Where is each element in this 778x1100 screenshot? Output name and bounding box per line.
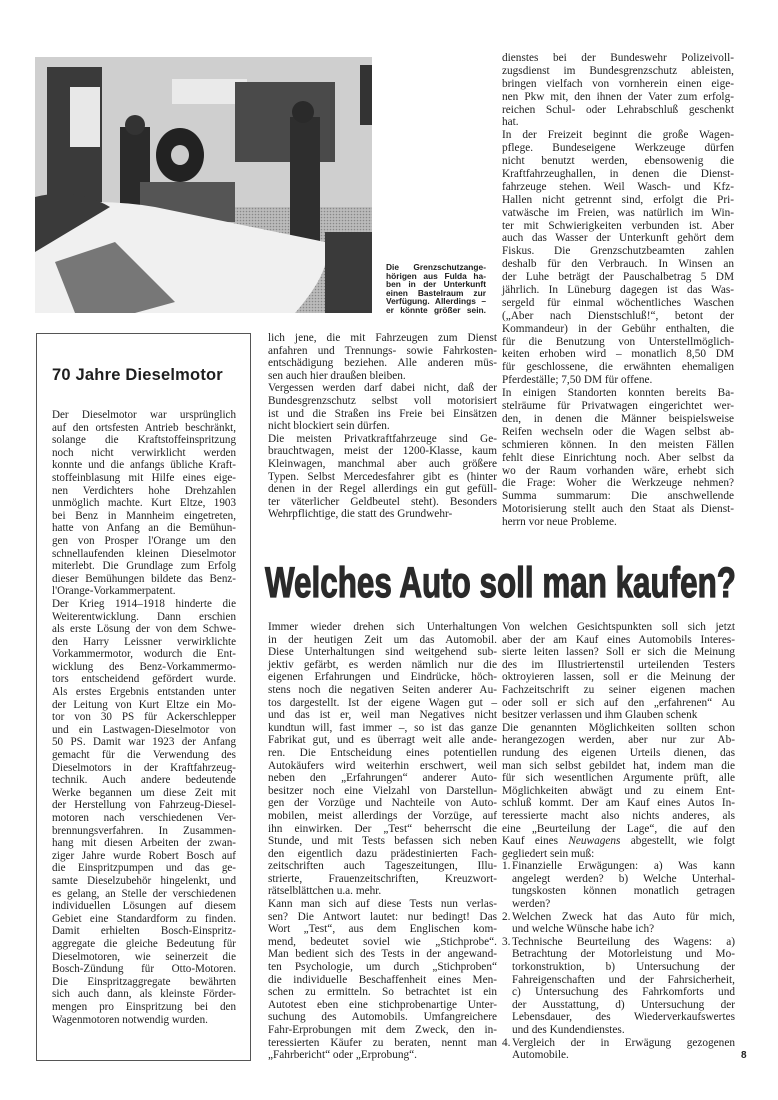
text-line: rätselblättchen u.a. mehr. xyxy=(268,885,382,898)
text-line: Automobile. xyxy=(512,1049,569,1062)
text-line: teressierten Käufer zu beraten, nennt man xyxy=(268,1036,497,1049)
article-headline: Welches Auto soll man kaufen? xyxy=(265,559,736,607)
text-line: fehlt diese Einrichtung noch. Aber selbst da xyxy=(502,451,734,464)
text-line: zugsdienst im Bundesgrenzschutz ableisten, xyxy=(502,64,734,77)
top-article-middle-column xyxy=(268,332,497,521)
text-line: in der heutigen Zeit um das Automobil. xyxy=(268,633,497,646)
text-line: nicht benutzt werden, ebensowenig die xyxy=(502,155,734,168)
text-line: Summa summarum: Die anschwellende xyxy=(502,490,734,503)
text-line: schmieren können. In den meisten Fällen xyxy=(502,438,734,451)
paragraph xyxy=(268,332,497,382)
paragraph xyxy=(268,621,497,898)
text-line: ziger Jahre wurde Robert Bosch auf xyxy=(52,849,236,862)
text-line: des im Illustriertenstil urteilenden Testers xyxy=(502,658,735,671)
text-line: individuellen Lösungen auf diesem xyxy=(52,900,236,913)
text-line: brennungsverfahren. In Zusammen- xyxy=(52,824,236,837)
text-line: Die Einspritzaggregate bewährten xyxy=(52,975,236,988)
text-line: mobilen, meist allerdings der Vorzüge, auf xyxy=(268,809,497,822)
text-line: Betrachtung der Motorleistung und Mo- xyxy=(512,948,735,961)
paragraph xyxy=(502,722,735,861)
paragraph xyxy=(52,598,236,1026)
text-line: nen Pkw mit, den ihnen der Vater zum erfolg- xyxy=(502,90,734,103)
text-line: aber der am Kauf eines Automobils Interes- xyxy=(502,633,735,646)
text-line: ihn einwirken. Der „Test“ beherrscht die xyxy=(268,822,497,835)
text-line: den Harry Leissner verwirklichte xyxy=(52,635,236,648)
text-line: fahrzeuge stehen. Weil Wasch- und Kfz- xyxy=(502,180,734,193)
text-line: herangezogen werden, aber nur zur Ab- xyxy=(502,734,735,747)
text-line: Typen. Selbst Mercedesfahrer gibt es (hinter xyxy=(268,470,497,483)
paragraph xyxy=(52,409,236,598)
text-line: gemacht für die Verwendung des xyxy=(52,749,236,762)
text-line: („Aber nach Dienstschluß!“, betont der xyxy=(502,309,734,322)
text-line: mend, bedeutet soviel wie „Stichprobe“. xyxy=(268,935,497,948)
text-line: kundtun will, fast immer –, so ist das ganze xyxy=(268,721,497,734)
list-number: 2. xyxy=(502,910,511,923)
text-line: Lebensdauer, des Wiederverkaufswertes xyxy=(512,1011,735,1024)
text-line: ter mit Schwierigkeiten verbunden ist. Aber xyxy=(502,219,734,232)
text-line: entschädigung beziehen. Alle anderen müs- xyxy=(268,357,497,370)
list-item xyxy=(502,911,735,936)
paragraph xyxy=(502,52,734,129)
text-line: und welche Wünsche habe ich? xyxy=(512,923,655,936)
text-line: wicklung des Benz-Vorkammermo- xyxy=(52,660,236,673)
text-line: Fahr-Erprobungen mit dem Zweck, den in- xyxy=(268,1024,497,1036)
text-line: die Frage: Woher die Werkzeuge nehmen? xyxy=(502,477,734,490)
text-line: pflege. Bundeseigene Werkzeuge dürfen xyxy=(502,142,734,155)
text-line: sich auch dann, als kleinste Förder- xyxy=(52,988,236,1001)
paragraph xyxy=(502,129,734,387)
text-line: Motorisierung stellt auch den Staat als Dienst- xyxy=(502,503,734,516)
caption-line: Verfügung. Allerdings – xyxy=(386,296,486,307)
text-line: Als erstes Ergebnis entstanden unter xyxy=(52,686,236,699)
text-line: und das ist er, weil man Negatives nicht xyxy=(268,709,497,722)
text-line: In einigen Standorten konnten bereits Ba- xyxy=(502,387,734,400)
text-line: angelegt werden? b) Welche Unterhal- xyxy=(512,872,735,885)
text-line: die Einspritzpumpen und das ge- xyxy=(52,862,236,875)
text-line: unmöglich machte. Kurt Eltze, 1903 xyxy=(52,497,236,510)
text-line: 50 PS. Damit war 1923 der Anfang xyxy=(52,736,236,749)
main-article-right-column xyxy=(502,621,735,1062)
text-line: schnellaufenden kleinen Dieselmotor xyxy=(52,547,236,560)
text-line: aggregate die gleiche Bedeutung für xyxy=(52,937,236,950)
text-line: Technische Beurteilung des Wagens: a) xyxy=(512,935,735,948)
top-article-right-column xyxy=(502,52,734,529)
text-line: neben den „Erfahrungen“ anderer Auto- xyxy=(268,772,497,785)
text-line: tos dargestellt. Ist der eigene Wagen gut – xyxy=(268,696,497,709)
text-line: motoren nach verschiedenen Ver- xyxy=(52,812,236,824)
text-line: sierte leiten lassen? Soll er sich die Meinung xyxy=(502,646,735,659)
text-line: bei Benz in Mannheim eingetreten, xyxy=(52,509,236,522)
text-line: Kleinwagen, manchmal aber auch größere xyxy=(268,457,497,470)
text-line: der Luhe beträgt der Pauschalbetrag 5 DM xyxy=(502,271,734,284)
sidebar-box-title: 70 Jahre Dieselmotor xyxy=(52,366,223,384)
text-line: Gebiet eine Standardform zu finden. xyxy=(52,912,236,925)
text-line: c) Untersuchung des Fahrkomforts und xyxy=(512,986,735,999)
text-line: Wagenmotoren notwendig wurden. xyxy=(52,1013,208,1026)
text-line: sen? Die Antwort lautet: nur bedingt! Das xyxy=(268,910,497,923)
text-line: Der Dieselmotor war ursprünglich xyxy=(52,409,236,421)
text-line: konnte und die anfangs übliche Kraft- xyxy=(52,459,236,472)
text-line: solange die Kraftstoffeinspritzung xyxy=(52,434,236,447)
text-line: zeitschriften auch Tageszeitungen, Illu- xyxy=(268,860,497,873)
text-line: Bundesgrenzschutz selbst voll motorisiert xyxy=(268,394,497,407)
text-line: und ein Lastwagen-Dieselmotor von xyxy=(52,723,236,736)
text-line: oktroyieren lassen, soll er die Meinung der xyxy=(502,671,735,684)
text-line: schluß kommt. Der am Kauf eines Autos In- xyxy=(502,797,735,810)
text-line: samte Dieselzubehör hingelenkt, und xyxy=(52,874,236,887)
text-line: reichen Schul- oder Lehrabschluß geschenkt xyxy=(502,103,734,116)
text-line: der Leitung von Kurt Eltze ein Mo- xyxy=(52,698,236,711)
text-line: Fabrikat gut, und es überragt weit alle ande- xyxy=(268,734,497,747)
text-line: der Ausstattung, d) Untersuchung der xyxy=(512,998,735,1011)
text-line: Autotest eben eine stichprobenartige Unter- xyxy=(268,998,497,1011)
text-line: besitzer noch eine Vielzahl von Darstellun- xyxy=(268,784,497,797)
paragraph xyxy=(268,382,497,432)
paragraph xyxy=(502,621,735,722)
text-line: schen zu ermitteln. So betrachtet ist ein xyxy=(268,986,497,999)
text-line: werden? xyxy=(512,898,551,911)
text-line: miterlebt. Die Grundlage zum Erfolg xyxy=(52,560,236,573)
main-article-middle-column xyxy=(268,621,497,1062)
photo-caption xyxy=(386,263,486,315)
text-line: Bosch-Zündung für Otto-Motoren. xyxy=(52,963,236,976)
text-line: bringen vielfach von vornherein einen eige- xyxy=(502,77,734,90)
text-line: den, in denen die Männer beispielsweise xyxy=(502,412,734,425)
text-line: stoffeinblasung mit Hilfe eines eige- xyxy=(52,471,236,484)
text-line: Weiterentwicklung. Dann erschien xyxy=(52,610,236,623)
text-line: keiten erhoben wird – monatlich 8,50 DM xyxy=(502,348,734,361)
text-line: strierte, Frauenzeitschriften, Kreuzwort- xyxy=(268,872,497,885)
text-line: ren. Die Entscheidung eines potentiellen xyxy=(268,746,497,759)
text-line: oder soll er sich auf den „erfahrenen“ Au xyxy=(502,696,735,709)
text-line: gen von Prosper l'Orange um den xyxy=(52,534,236,547)
text-line: Damit erhielten Bosch-Einspritz- xyxy=(52,925,236,938)
text-line: Wehrpflichtige, die statt des Grundwehr- xyxy=(268,508,453,521)
text-line xyxy=(502,835,735,848)
text-line: Möglichkeiten abwägt und zu einem Ent- xyxy=(502,784,735,797)
text-line: lich jene, die mit Fahrzeugen zum Dienst xyxy=(268,332,497,344)
text-line: Autokäufers wird weiterhin erschwert, weil xyxy=(268,759,497,772)
text-line: stelräume für Privatwagen eingerichtet wer- xyxy=(502,400,734,413)
text-line: hat. xyxy=(502,116,519,129)
text-line: für sich wesentlichen Argumente prüft, alle xyxy=(502,772,735,785)
text-line: den eigentlich dazu prädestinierten Fach- xyxy=(268,847,497,860)
text-line: tor von 30 PS für Ackerschlepper xyxy=(52,711,236,724)
list-item xyxy=(502,1037,735,1062)
text-line: gen der Vorzüge und Nachteile von Auto- xyxy=(268,797,497,810)
text-line: suchung des Automobils. Umfangreichere xyxy=(268,1011,497,1024)
text-line: Kommandeur) in der Gebühr enthalten, die xyxy=(502,322,734,335)
paragraph xyxy=(502,387,734,529)
text-line: teressierte macht also nichts anderes, als xyxy=(502,809,735,822)
text-line: jektiv gefärbt, es werden nämlich nur die xyxy=(268,658,497,671)
text-line: Vergessen werden darf dabei nicht, daß der xyxy=(268,382,497,395)
text-line: Der Krieg 1914–1918 hinderte die xyxy=(52,597,236,610)
text-line: und des Kundendienstes. xyxy=(512,1024,625,1036)
text-line: es gelang, an Stelle der verschiedenen xyxy=(52,887,236,900)
text-segment: Kauf eines xyxy=(502,835,569,848)
text-line: Die meisten Privatkraftfahrzeuge sind Ge- xyxy=(268,432,497,445)
text-line: „Fahrbericht“ oder „Erprobung“. xyxy=(268,1049,417,1062)
text-line: für geschlossene, die erwähnten ehemaligen xyxy=(502,361,734,374)
text-line: rundung des eigenen Urteils dienen, das xyxy=(502,746,735,759)
text-line: Fiskus. Die Grenzschutzbeamten zahlen xyxy=(502,245,734,258)
text-line: besitzer verlassen und ihm Glauben schenk xyxy=(502,709,698,722)
text-line: wo der Raum vorhanden wäre, erhebt sich xyxy=(502,464,734,477)
text-line: man sich selbst gebildet hat, indem man die xyxy=(502,759,735,772)
text-line: sergeld für einmal wöchentliches Waschen xyxy=(502,296,734,309)
caption-line: er könnte größer sein. xyxy=(386,304,486,315)
text-line: Wort „Test“, aus dem Englischen kom- xyxy=(268,923,497,936)
text-line: nicht blockiert sein dürfen. xyxy=(268,420,390,433)
text-line: hatte von Anfang an die Bemühun- xyxy=(52,522,236,535)
text-line: Fahreigenschaften und der Fahrsicherheit, xyxy=(512,973,735,986)
text-line: Fachzeitschrift zu seiner eigenen machen xyxy=(502,683,735,696)
sidebar-box-text xyxy=(52,409,236,1026)
text-line: Dieselmotoren, wie seinerzeit die xyxy=(52,950,236,963)
text-line: ter väterlicher Geldbeutel steht). Besonders xyxy=(268,495,497,508)
workshop-photo xyxy=(35,57,372,313)
text-line: tungskosten können monatlich getragen xyxy=(512,885,735,898)
text-line: Welchen Zweck hat das Auto für mich, xyxy=(512,910,735,923)
text-line: für die Benutzung von Unterstellmöglich- xyxy=(502,335,734,348)
text-segment: abgestellt, wie folgt xyxy=(620,835,736,848)
list-number: 3. xyxy=(502,935,511,948)
text-line: vatwäsche im Freien, was natürlich im Win- xyxy=(502,206,734,219)
text-line: Vorkammermotor, wodurch die Ent- xyxy=(52,648,236,661)
text-line: nen Verdichters hohe Drehzahlen xyxy=(52,484,236,497)
text-line: jährlich. In Lüneburg dagegen ist das Was- xyxy=(502,284,734,297)
caption-line: ben in der Unterkunft xyxy=(386,279,486,290)
text-line: ist und die Straßen ins Freie bei Einsätzen xyxy=(268,407,497,420)
text-line: noch nicht verwirklicht werden xyxy=(52,446,236,459)
list-item xyxy=(502,936,735,1037)
text-line: eine „Beurteilung der Lage“, die auf den xyxy=(502,822,735,835)
text-line: die individuelle Beschaffenheit eines Men- xyxy=(268,973,497,986)
paragraph xyxy=(268,433,497,521)
text-line: sen auch hier draußen bleiben. xyxy=(268,369,406,382)
text-line: In der Freizeit beginnt die große Wagen- xyxy=(502,129,734,142)
text-line: eigenen Erfahrungen und Eindrücke, höch- xyxy=(268,671,497,684)
paragraph xyxy=(268,898,497,1062)
text-line: Hallen nicht getrennt sind, erfolgt die Pri- xyxy=(502,193,734,206)
text-line: Finanzielle Erwägungen: a) Was kann xyxy=(512,860,735,873)
text-line: auf den ortsfesten Antrieb beschränkt, xyxy=(52,421,236,434)
text-line: technik. Auch andere bedeutende xyxy=(52,774,236,787)
text-line: Vergleich der in Erwägung gezogenen xyxy=(512,1036,735,1049)
text-line: Dieselmotors in der Kraftfahrzeug- xyxy=(52,761,236,774)
page-number: 8 xyxy=(741,1050,747,1061)
text-line: Die genannten Möglichkeiten sollten schon xyxy=(502,721,735,734)
text-line: Man bedient sich des Tests in der angewand- xyxy=(268,948,497,961)
text-line: Stunde, und mit Tests befassen sich neben xyxy=(268,835,497,848)
text-line: Werke begannen um diese Zeit mit xyxy=(52,786,236,799)
text-line: Kraftfahrzeughallen, in denen die Dienst- xyxy=(502,168,734,181)
text-line: der Herstellung von Fahrzeug-Diesel- xyxy=(52,799,236,812)
text-line: tors entscheidend gefördert wurde. xyxy=(52,673,236,686)
text-line: mengen pro Einspritzung bei den xyxy=(52,1000,236,1013)
text-line: Pferdeställe; 7,50 DM für offene. xyxy=(502,374,653,387)
text-line: gegliedert sein muß: xyxy=(502,847,595,860)
photo-image xyxy=(35,57,372,313)
text-line: ten Psychologie, um durch „Stichproben“ xyxy=(268,961,497,974)
text-line: auch das Wasser der Unterkunft gehört dem xyxy=(502,232,734,245)
caption-line: hörigen aus Fulda ha- xyxy=(386,270,486,281)
text-line: Diese Unterhaltungen sind weitgehend sub- xyxy=(268,646,497,659)
text-line: l'Orange-Vorkammerpatent. xyxy=(52,585,176,598)
text-line: denen in der Regel allerdings ein gut gefüll- xyxy=(268,483,497,496)
text-line: dieser Bemühungen bildete das Benz- xyxy=(52,572,236,585)
text-line: als erste Lösung der von dem Schwe- xyxy=(52,623,236,636)
list-number: 1. xyxy=(502,860,511,873)
text-line: anfahren und Trennungs- sowie Fahrkosten- xyxy=(268,344,497,357)
list-number: 4. xyxy=(502,1036,511,1049)
text-line: Von welchen Gesichtspunkten soll sich jetzt xyxy=(502,621,735,633)
caption-line: Die Grenzschutzange- xyxy=(386,262,486,272)
text-line: Reifen wechseln oder die Wagen selbst ab- xyxy=(502,425,734,438)
caption-line: einen Bastelraum zur xyxy=(386,287,486,298)
text-line: hang mit diesen Arbeiten der zwan- xyxy=(52,837,236,850)
text-line: deshalb für den Verbrauch. In Winsen an xyxy=(502,258,734,271)
text-line: stens noch die negativen Seiten anderer Au- xyxy=(268,683,497,696)
italic-text: Neuwagens xyxy=(568,835,621,848)
list-item xyxy=(502,860,735,910)
text-line: torkonstruktion, b) Untersuchung der xyxy=(512,961,735,974)
text-line: dienstes bei der Bundeswehr Polizeivoll- xyxy=(502,52,734,64)
text-line: Immer wieder drehen sich Unterhaltungen xyxy=(268,621,497,633)
text-line: herrn vor neue Probleme. xyxy=(502,516,617,529)
text-line: Kann man sich auf diese Tests nun verlas- xyxy=(268,898,497,911)
text-line: brauchtwagen, meist der 1200-Klasse, kaum xyxy=(268,445,497,458)
